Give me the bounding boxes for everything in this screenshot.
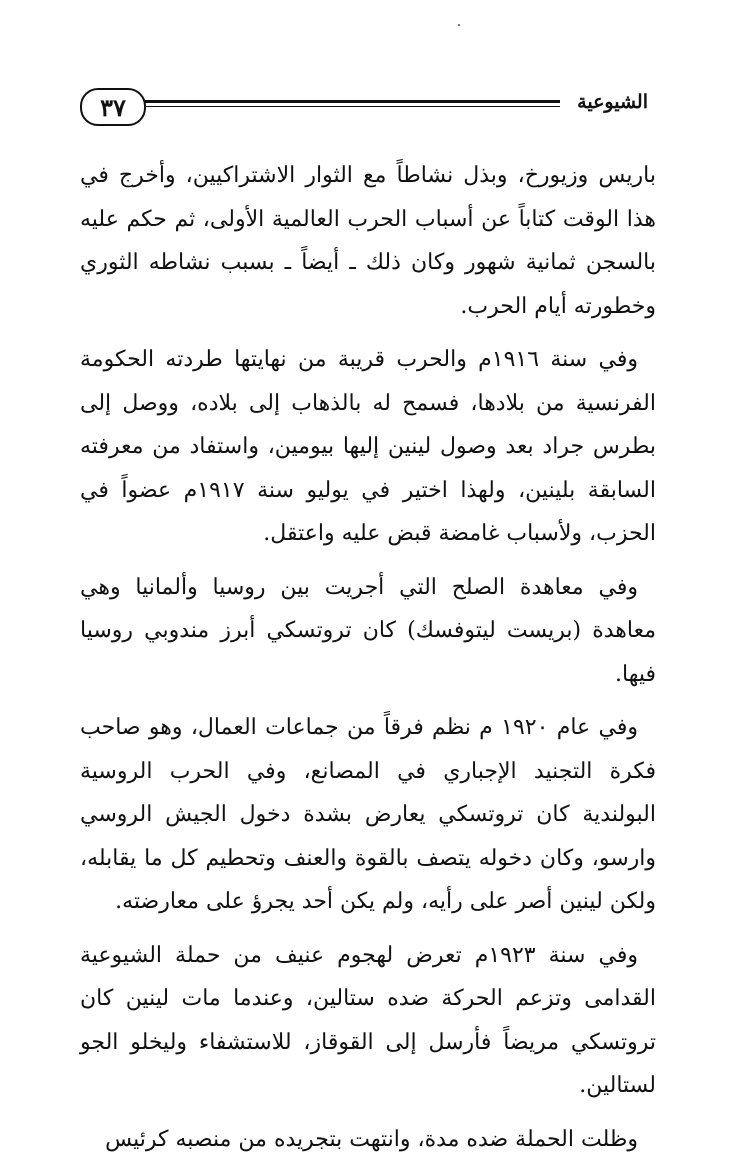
header-rule-thick xyxy=(140,100,560,103)
paragraph: وفي عام ١٩٢٠ م نظم فرقاً من جماعات العمال، وهو صاحب فكرة التجنيد الإجباري في المصانع، وفي الحرب الروسية البولندية كان تروتسكي يعارض بشدة دخول الجيش الروسي وارسو، وكان دخوله يتصف بالقوة والعنف وتحطيم كل ما يقابله، ولكن لينين أصر على رأيه، ولم يكن أحد يجرؤ على معارضته. xyxy=(80,715,656,914)
paragraph: وفي معاهدة الصلح التي أجريت بين روسيا وألمانيا وهي معاهدة (بريست ليتوفسك) كان تروتسكي أبرز مندوبي روسيا فيها. xyxy=(80,574,656,687)
page-header xyxy=(80,88,648,128)
body-text xyxy=(80,154,656,1171)
paragraph: وفي سنة ١٩١٦م والحرب قريبة من نهايتها طردته الحكومة الفرنسية من بلادها، فسمح له بالذهاب إلى بلاده، ووصل إلى بطرس جراد بعد وصول لينين إليها بيومين، واستفاد من معرفته السابقة بلينين، ولهذا اختير في يوليو سنة ١٩١٧م عضواً في الحزب، ولأسباب غامضة قبض عليه واعتقل. xyxy=(80,347,656,546)
scan-speck xyxy=(458,24,460,26)
page-number: ٣٧ xyxy=(80,88,146,126)
paragraph: وظلت الحملة ضده مدة، وانتهت بتجريده من منصبه كرئيس xyxy=(105,1126,638,1152)
header-rule-thin xyxy=(140,106,560,107)
running-title: الشيوعية xyxy=(577,91,648,113)
paragraph: باريس وزيورخ، وبذل نشاطاً مع الثوار الاشتراكيين، وأخرج في هذا الوقت كتاباً عن أسباب الحرب العالمية الأولى، ثم حكم عليه بالسجن ثمانية شهور وكان ذلك ـ أيضاً ـ بسبب نشاطه الثوري وخطورته أيام الحرب. xyxy=(80,163,657,319)
paragraph: وفي سنة ١٩٢٣م تعرض لهجوم عنيف من حملة الشيوعية القدامى وتزعم الحركة ضده ستالين، وعندما مات لينين كان تروتسكي مريضاً فأرسل إلى القوقاز، للاستشفاء وليخلو الجو لستالين. xyxy=(80,942,656,1098)
